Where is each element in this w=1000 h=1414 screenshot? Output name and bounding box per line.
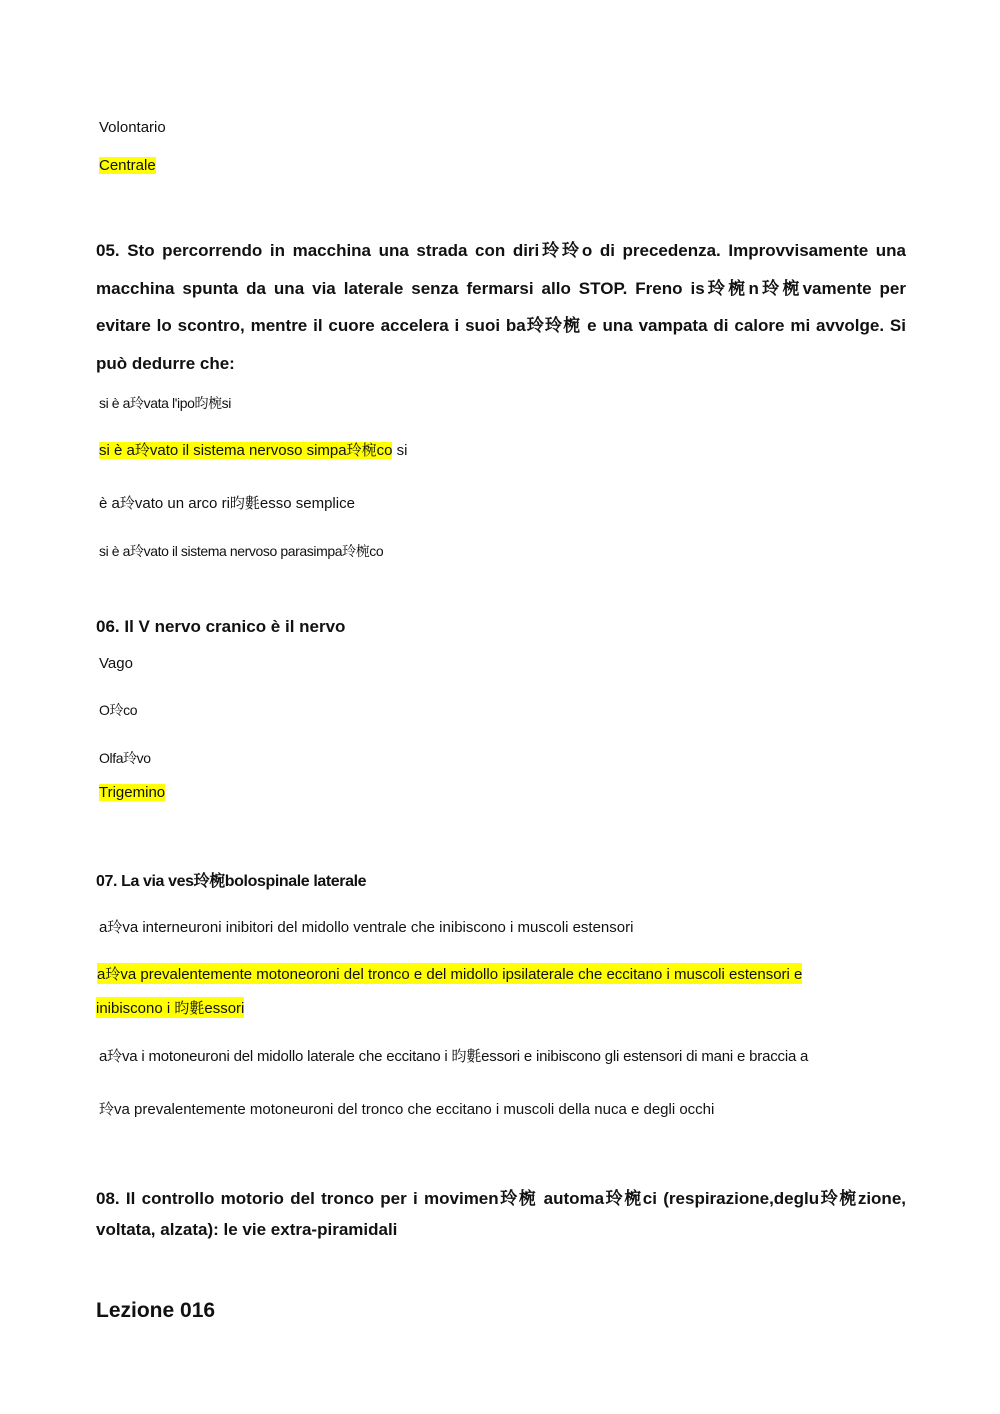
answer-option[interactable]: a玲va interneuroni inibitori del midollo ventrale che inibiscono i muscoli estensori bbox=[99, 919, 634, 936]
answer-option[interactable]: O玲co bbox=[99, 702, 138, 718]
answer-option-correct-continued[interactable]: inibiscono i 昀氀essori bbox=[96, 997, 244, 1018]
answer-option-correct: si è a玲vato il sistema nervoso simpa玲椀co bbox=[99, 442, 393, 459]
answer-option-correct[interactable]: Centrale bbox=[99, 157, 156, 174]
answer-option-correct[interactable]: a玲va prevalentemente motoneoroni del tronco e del midollo ipsilaterale che eccitano i muscoli estensori e bbox=[97, 963, 802, 984]
question-08: 08. Il controllo motorio del tronco per i movimen玲椀 automa玲椀ci (respirazione,deglu玲椀zione, voltata, alzata): le vie extra-piramidali bbox=[96, 1189, 906, 1239]
answer-option-correct[interactable]: Trigemino bbox=[99, 784, 166, 801]
answer-option[interactable]: Olfa玲vo bbox=[99, 750, 151, 766]
answer-option[interactable]: Volontario bbox=[99, 119, 166, 136]
answer-option[interactable]: Vago bbox=[99, 655, 133, 672]
answer-option[interactable]: si è a玲vato il sistema nervoso parasimpa玲椀co bbox=[99, 543, 384, 559]
answer-option-correct-row[interactable] bbox=[99, 439, 407, 460]
answer-option[interactable]: 玲va prevalentemente motoneuroni del tronco che eccitano i muscoli della nuca e degli occhi bbox=[99, 1101, 715, 1118]
question-06: 06. Il V nervo cranico è il nervo bbox=[96, 617, 346, 636]
answer-option[interactable]: a玲va i motoneuroni del midollo laterale che eccitano i 昀氀essori e inibiscono gli estensori di mani e braccia a bbox=[99, 1048, 809, 1065]
question-07: 07. La via ves玲椀bolospinale laterale bbox=[96, 873, 367, 890]
question-05: 05. Sto percorrendo in macchina una strada con diri玲玲o di precedenza. Improvvisamente una macchina spunta da una via laterale senza fermarsi allo STOP. Freno is玲椀n玲椀vamente per evitare lo scontro, mentre il cuore accelera i suoi ba玲玲椀 e una vampata di calore mi avvolge. Si può dedurre che: bbox=[96, 241, 906, 373]
lesson-heading: Lezione 016 bbox=[96, 1299, 216, 1322]
answer-option-fragment: si bbox=[396, 442, 408, 459]
answer-option[interactable]: si è a玲vata l'ipo昀椀si bbox=[99, 395, 231, 411]
answer-option[interactable]: è a玲vato un arco ri昀氀esso semplice bbox=[99, 495, 355, 512]
